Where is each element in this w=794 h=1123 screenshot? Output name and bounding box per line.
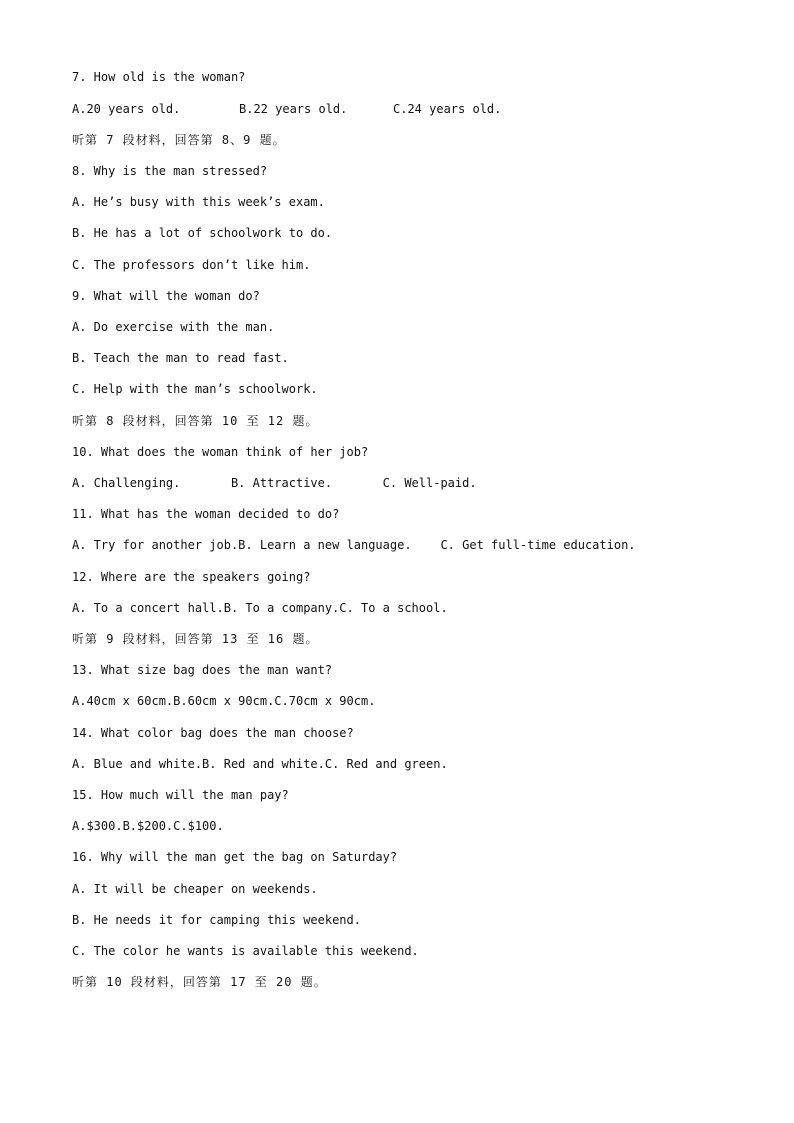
question-16-option-c: C. The color he wants is available this weekend. — [72, 944, 419, 958]
question-14: 14. What color bag does the man choose? — [72, 726, 354, 740]
question-16-option-b: B. He needs it for camping this weekend. — [72, 913, 361, 927]
question-8-option-a: A. He’s busy with this week’s exam. — [72, 195, 325, 209]
question-12-options: A. To a concert hall.B. To a company.C. To a school. — [72, 601, 448, 615]
question-15: 15. How much will the man pay? — [72, 788, 289, 802]
section-heading-8: 听第 8 段材料，回答第 10 至 12 题。 — [72, 414, 319, 428]
question-13-options: A.40cm x 60cm.B.60cm x 90cm.C.70cm x 90cm. — [72, 694, 376, 708]
question-7: 7. How old is the woman? — [72, 70, 246, 84]
question-8: 8. Why is the man stressed? — [72, 164, 268, 178]
question-10-options: A. Challenging. B. Attractive. C. Well-paid. — [72, 476, 477, 490]
question-8-option-c: C. The professors don’t like him. — [72, 258, 311, 272]
question-16: 16. Why will the man get the bag on Saturday? — [72, 850, 398, 864]
question-9-option-c: C. Help with the man’s schoolwork. — [72, 382, 318, 396]
section-heading-10: 听第 10 段材料，回答第 17 至 20 题。 — [72, 975, 327, 989]
question-16-option-a: A. It will be cheaper on weekends. — [72, 882, 318, 896]
question-14-options: A. Blue and white.B. Red and white.C. Red and green. — [72, 757, 448, 771]
option-a: A.20 years old. — [72, 102, 181, 116]
question-15-options: A.$300.B.$200.C.$100. — [72, 819, 224, 833]
option-b: B.22 years old. — [239, 102, 348, 116]
section-heading-7: 听第 7 段材料，回答第 8、9 题。 — [72, 133, 286, 147]
question-9-option-a: A. Do exercise with the man. — [72, 320, 275, 334]
question-9: 9. What will the woman do? — [72, 289, 260, 303]
option-c: C.24 years old. — [393, 102, 502, 116]
question-10: 10. What does the woman think of her job? — [72, 445, 369, 459]
question-11: 11. What has the woman decided to do? — [72, 507, 340, 521]
question-12: 12. Where are the speakers going? — [72, 570, 311, 584]
question-9-option-b: B. Teach the man to read fast. — [72, 351, 289, 365]
section-heading-9: 听第 9 段材料，回答第 13 至 16 题。 — [72, 632, 319, 646]
question-7-options — [72, 101, 512, 117]
question-11-options: A. Try for another job.B. Learn a new language. C. Get full-time education. — [72, 538, 636, 552]
question-13: 13. What size bag does the man want? — [72, 663, 333, 677]
question-8-option-b: B. He has a lot of schoolwork to do. — [72, 226, 333, 240]
